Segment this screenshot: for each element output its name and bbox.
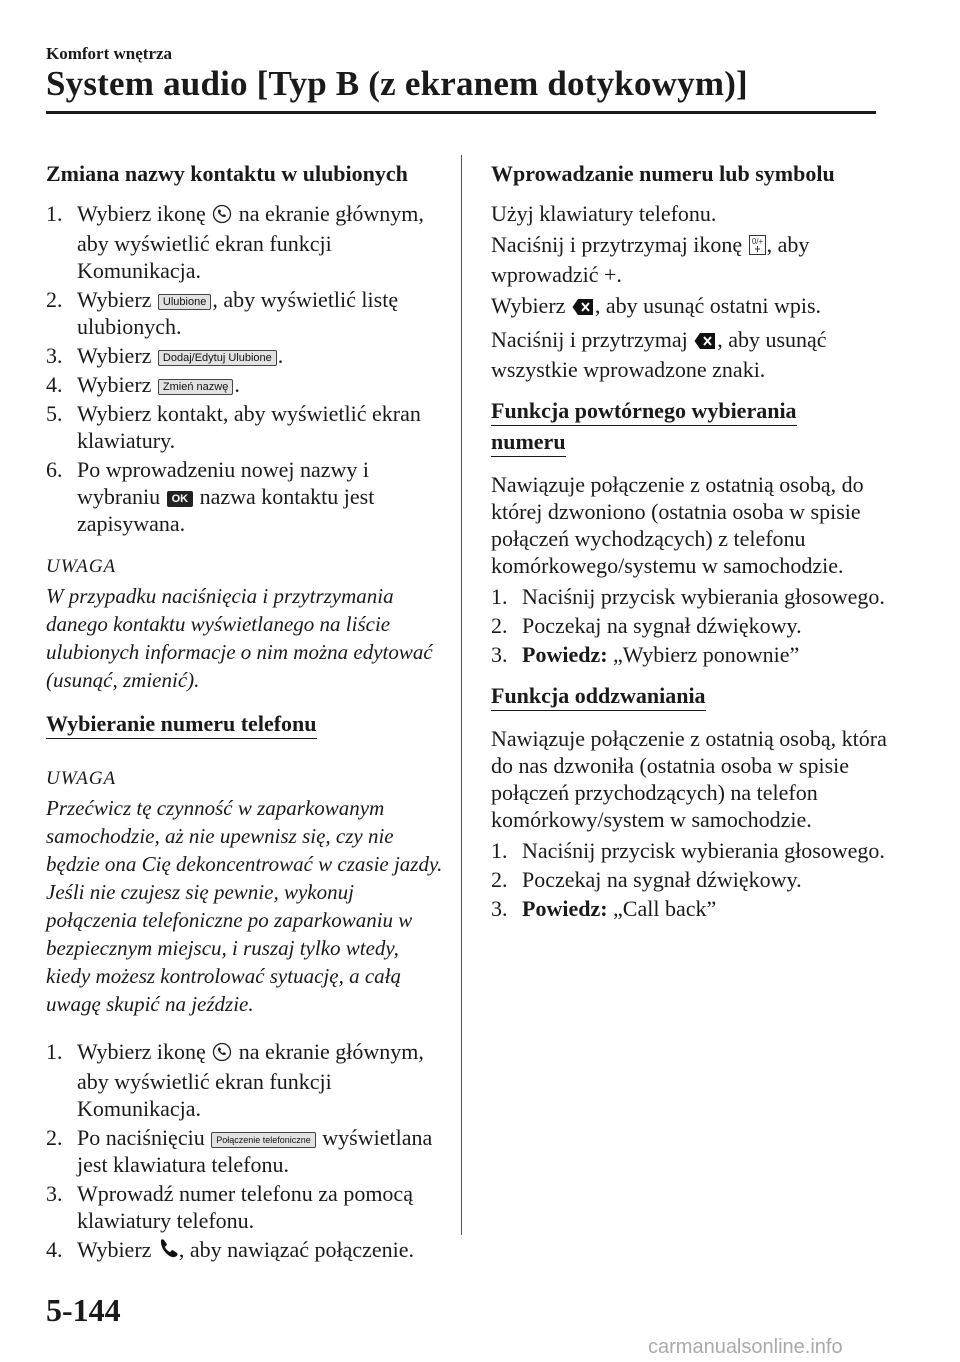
list-item — [491, 641, 891, 668]
zero-plus-key-label: 0/+ — [751, 237, 763, 246]
fav-rename-steps — [46, 200, 446, 537]
list-item — [46, 200, 446, 284]
step-text: Wybierz — [77, 372, 157, 397]
step-number: 2. — [46, 287, 63, 312]
text: Naciśnij i przytrzymaj ikonę — [491, 232, 748, 257]
list-item — [46, 1038, 446, 1122]
step-number: 1. — [491, 584, 508, 609]
favorites-key: Ulubione — [158, 294, 211, 310]
step-text: „Wybierz ponownie” — [607, 642, 800, 667]
list-item — [491, 612, 891, 639]
step-text: Wybierz ikonę — [77, 201, 212, 226]
step-text: „Call back” — [607, 896, 717, 921]
enter-number-heading: Wprowadzanie numeru lub symbolu — [491, 161, 835, 186]
redial-description: Nawiązuje połączenie z ostatnią osobą, do której dzwoniono (ostatnia osoba w spisie połączeń wychodzących) z telefonu komórkowego/systemu w samochodzie. — [491, 472, 864, 578]
zero-plus-key-icon — [749, 234, 766, 261]
step-text: nazwa kontaktu jest zapisywana. — [77, 484, 375, 536]
list-item — [46, 371, 446, 398]
step-number: 1. — [491, 838, 508, 863]
callback-steps — [491, 837, 891, 922]
step-text: Wprowadź numer telefonu za pomocą klawiatury telefonu. — [77, 1181, 413, 1233]
step-text: Wybierz kontakt, aby wyświetlić ekran klawiatury. — [77, 401, 421, 453]
step-text: Wybierz — [77, 343, 157, 368]
step-number: 1. — [46, 201, 63, 226]
step-number: 2. — [491, 613, 508, 638]
redial-heading: Funkcja powtórnego wybierania — [491, 397, 797, 426]
note-body: W przypadku naciśnięcia i przytrzymania danego kontaktu wyświetlanego na liście ulubionych informacje o nim można edytować (usunąć, zmienić). — [46, 584, 433, 692]
list-item — [46, 1124, 446, 1178]
step-number: 3. — [46, 343, 63, 368]
fav-rename-heading: Zmiana nazwy kontaktu w ulubionych — [46, 161, 408, 186]
column-divider — [461, 155, 462, 1235]
page-number: 5-144 — [46, 1292, 121, 1328]
list-item — [46, 456, 446, 537]
enter-number-text — [491, 231, 891, 288]
phone-screen-icon — [212, 203, 232, 230]
enter-number-text — [491, 292, 891, 322]
list-item — [46, 286, 446, 340]
step-number: 5. — [46, 401, 63, 426]
list-item — [46, 1180, 446, 1234]
step-text: . — [234, 372, 240, 397]
step-keyword: Powiedz: — [522, 896, 608, 921]
list-item — [46, 400, 446, 454]
text: Naciśnij i przytrzymaj — [491, 327, 694, 352]
section-kicker: Komfort wnętrza — [46, 44, 173, 63]
dial-number-steps — [46, 1038, 446, 1266]
enter-number-text — [491, 326, 891, 383]
step-number: 4. — [46, 372, 63, 397]
text: , aby wprowadzić +. — [491, 232, 810, 287]
page-title: System audio [Typ B (z ekranem dotykowym)] — [46, 64, 748, 103]
text: , aby usunąć wszystkie wprowadzone znaki. — [491, 327, 827, 382]
list-item — [46, 1236, 446, 1266]
step-text: Naciśnij przycisk wybierania głosowego. — [522, 584, 885, 609]
step-text: . — [277, 343, 284, 368]
step-text: Poczekaj na sygnał dźwiękowy. — [522, 867, 802, 892]
text: , aby usunąć ostatni wpis. — [594, 293, 822, 318]
step-text: Poczekaj na sygnał dźwiękowy. — [522, 613, 802, 638]
step-text: Po wprowadzeniu nowej nazwy i wybraniu — [77, 457, 370, 509]
title-rule — [46, 111, 876, 114]
step-text: Wybierz — [77, 287, 157, 312]
watermark: carmanualsonline.info — [648, 1336, 843, 1358]
step-text: wyświetlana jest klawiatura telefonu. — [77, 1125, 433, 1177]
step-number: 1. — [46, 1039, 63, 1064]
rename-key: Zmień nazwę — [158, 379, 233, 395]
redial-steps — [491, 583, 891, 668]
step-number: 6. — [46, 457, 63, 482]
step-number: 3. — [46, 1181, 63, 1206]
handset-icon — [158, 1238, 178, 1266]
step-number: 3. — [491, 642, 508, 667]
step-text: , aby wyświetlić listę ulubionych. — [77, 287, 399, 339]
step-number: 4. — [46, 1237, 63, 1262]
ok-key: OK — [167, 491, 194, 507]
text: Wybierz — [491, 293, 571, 318]
backspace-icon — [694, 329, 716, 356]
step-text: Wybierz ikonę — [77, 1039, 212, 1064]
step-text: Naciśnij przycisk wybierania głosowego. — [522, 838, 885, 863]
phone-screen-icon — [212, 1041, 232, 1068]
step-number: 2. — [491, 867, 508, 892]
phone-call-key: Połączenie telefoniczne — [211, 1132, 316, 1148]
callback-heading: Funkcja oddzwaniania — [491, 682, 706, 711]
left-column — [46, 160, 446, 1268]
note-heading: UWAGA — [46, 556, 117, 577]
step-text: , aby nawiązać połączenie. — [178, 1237, 415, 1262]
step-text: na ekranie głównym, aby wyświetlić ekran funkcji Komunikacja. — [77, 1039, 424, 1121]
step-text: na ekranie głównym, aby wyświetlić ekran funkcji Komunikacja. — [77, 201, 424, 283]
step-keyword: Powiedz: — [522, 642, 608, 667]
add-edit-favorites-key: Dodaj/Edytuj Ulubione — [158, 350, 277, 366]
redial-heading-continued: numeru — [491, 428, 566, 457]
dial-number-heading: Wybieranie numeru telefonu — [46, 710, 317, 739]
step-number: 2. — [46, 1125, 63, 1150]
list-item — [46, 342, 446, 369]
list-item — [491, 895, 891, 922]
list-item — [491, 583, 891, 610]
step-text: Wybierz — [77, 1237, 157, 1262]
list-item — [491, 866, 891, 893]
backspace-icon — [572, 295, 594, 322]
step-text: Po naciśnięciu — [77, 1125, 211, 1150]
step-number: 3. — [491, 896, 508, 921]
right-column — [491, 160, 891, 924]
callback-description: Nawiązuje połączenie z ostatnią osobą, która do nas dzwoniła (ostatnia osoba w spisie połączeń przychodzących) na telefon komórkowy/system w samochodzie. — [491, 726, 887, 832]
note-heading: UWAGA — [46, 768, 117, 789]
enter-number-text: Użyj klawiatury telefonu. — [491, 201, 717, 226]
note-body: Przećwicz tę czynność w zaparkowanym samochodzie, aż nie upewnisz się, czy nie będzie ona Cię dekoncentrować w czasie jazdy. Jeśli nie czujesz się pewnie, wykonuj połączenia telefoniczne po zaparkowaniu w bezpiecznym miejscu, i ruszaj tylko wtedy, kiedy możesz kontrolować sytuację, a całą uwagę skupić na jeździe. — [46, 796, 443, 1016]
list-item — [491, 837, 891, 864]
